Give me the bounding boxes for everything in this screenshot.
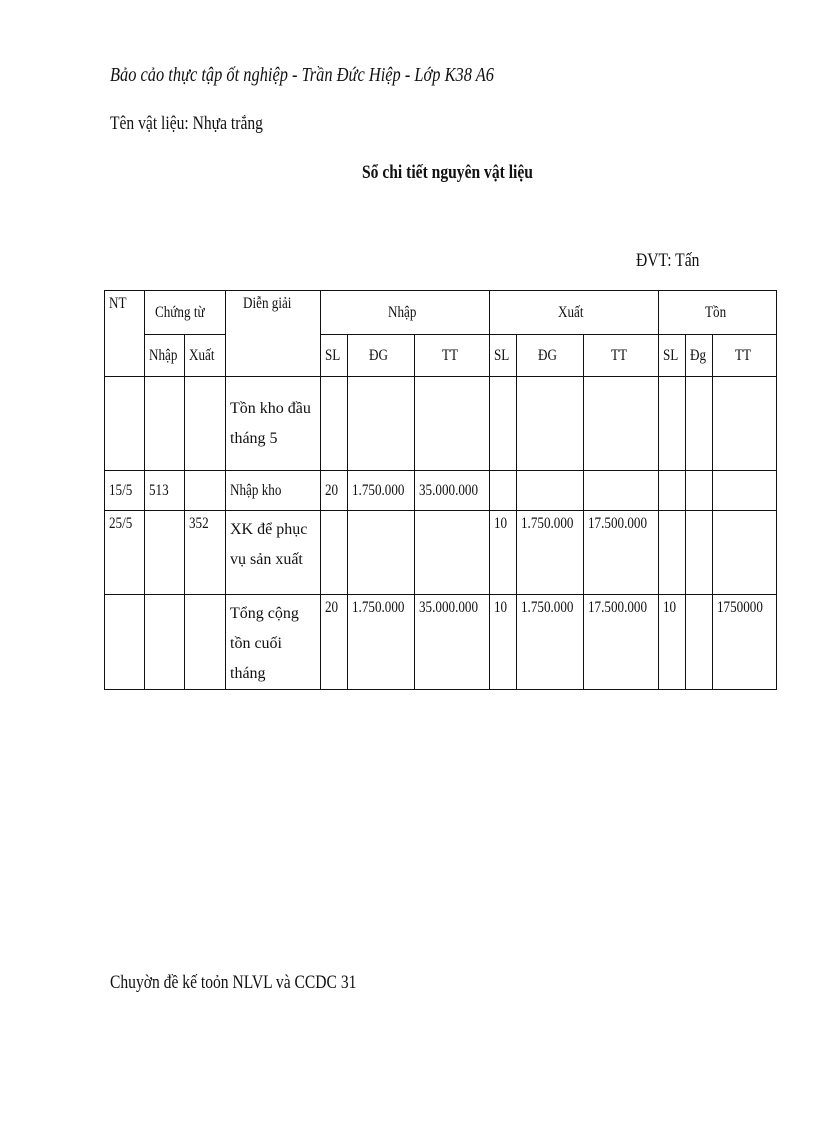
cell-nhap-sl: 20 <box>321 471 348 511</box>
cell-xuat-sl <box>490 377 517 471</box>
cell-ton-dg <box>686 377 713 471</box>
table-row <box>105 511 777 595</box>
cell-nt: 15/5 <box>105 471 145 511</box>
cell-xuat-dg <box>517 377 584 471</box>
page-footer: Chuyờn đề kế toỏn NLVL và CCDC 31 <box>110 972 357 993</box>
cell-xuat-tt: 17.500.000 <box>584 595 659 690</box>
col-header-xuat-tt: TT <box>584 335 659 377</box>
col-header-ton-dg: Đg <box>686 335 713 377</box>
col-header-ton-tt: TT <box>713 335 777 377</box>
cell-xuat-tt: 17.500.000 <box>584 511 659 595</box>
col-header-ct-nhap: Nhập <box>145 335 185 377</box>
unit-label: ĐVT: Tấn <box>636 250 700 271</box>
cell-nhap-dg: 1.750.000 <box>348 471 415 511</box>
cell-nhap-tt <box>415 511 490 595</box>
cell-nhap-tt <box>415 377 490 471</box>
cell-ton-dg <box>686 595 713 690</box>
cell-xuat-sl: 10 <box>490 595 517 690</box>
cell-nt <box>105 595 145 690</box>
col-header-nt: NT <box>105 291 145 377</box>
cell-nhap-sl <box>321 377 348 471</box>
cell-ton-dg <box>686 471 713 511</box>
table-row <box>105 471 777 511</box>
cell-dien-giai: Nhập kho <box>226 471 321 511</box>
cell-ton-sl <box>659 377 686 471</box>
cell-dien-giai: Tồn kho đầu tháng 5 <box>226 377 321 471</box>
col-header-nhap: Nhập <box>321 291 490 335</box>
col-header-chung-tu: Chứng từ <box>145 291 226 335</box>
cell-ct-nhap <box>145 511 185 595</box>
col-header-dien-giai: Diễn giải <box>226 291 321 377</box>
header-row-1 <box>105 291 777 335</box>
cell-ton-sl: 10 <box>659 595 686 690</box>
cell-ton-sl <box>659 511 686 595</box>
cell-dien-giai: XK để phục vụ sản xuất <box>226 511 321 595</box>
cell-nhap-dg <box>348 511 415 595</box>
cell-xuat-sl: 10 <box>490 511 517 595</box>
col-header-xuat: Xuất <box>490 291 659 335</box>
col-header-ton: Tồn <box>659 291 777 335</box>
col-header-nhap-tt: TT <box>415 335 490 377</box>
cell-ct-xuat <box>185 377 226 471</box>
cell-nhap-tt: 35.000.000 <box>415 595 490 690</box>
cell-ct-nhap <box>145 595 185 690</box>
cell-ct-nhap <box>145 377 185 471</box>
cell-ct-xuat <box>185 471 226 511</box>
cell-ct-xuat: 352 <box>185 511 226 595</box>
col-header-ton-sl: SL <box>659 335 686 377</box>
document-title: Sổ chi tiết nguyên vật liệu <box>362 162 533 183</box>
col-header-nhap-sl: SL <box>321 335 348 377</box>
cell-xuat-tt <box>584 471 659 511</box>
cell-nhap-dg <box>348 377 415 471</box>
cell-ton-sl <box>659 471 686 511</box>
col-header-xuat-dg: ĐG <box>517 335 584 377</box>
cell-ton-tt <box>713 471 777 511</box>
cell-nhap-tt: 35.000.000 <box>415 471 490 511</box>
col-header-nhap-dg: ĐG <box>348 335 415 377</box>
cell-ton-tt <box>713 377 777 471</box>
cell-nt: 25/5 <box>105 511 145 595</box>
cell-ton-dg <box>686 511 713 595</box>
cell-xuat-dg: 1.750.000 <box>517 595 584 690</box>
table-row <box>105 595 777 690</box>
cell-nhap-sl <box>321 511 348 595</box>
report-header: Bảo cảo thực tập ốt nghiệp - Trần Đức Hiệp - Lớp K38 A6 <box>110 64 494 86</box>
col-header-ct-xuat: Xuất <box>185 335 226 377</box>
cell-ct-xuat <box>185 595 226 690</box>
material-ledger-table <box>104 290 777 690</box>
table-row <box>105 377 777 471</box>
cell-nt <box>105 377 145 471</box>
cell-nhap-sl: 20 <box>321 595 348 690</box>
cell-dien-giai: Tổng cộng tồn cuối tháng <box>226 595 321 690</box>
cell-xuat-dg <box>517 471 584 511</box>
col-header-xuat-sl: SL <box>490 335 517 377</box>
cell-xuat-tt <box>584 377 659 471</box>
cell-nhap-dg: 1.750.000 <box>348 595 415 690</box>
cell-ton-tt: 1750000 <box>713 595 777 690</box>
material-name: Tên vật liệu: Nhựa trắng <box>110 113 263 134</box>
cell-ton-tt <box>713 511 777 595</box>
cell-xuat-dg: 1.750.000 <box>517 511 584 595</box>
header-row-2 <box>105 335 777 377</box>
cell-xuat-sl <box>490 471 517 511</box>
cell-ct-nhap: 513 <box>145 471 185 511</box>
